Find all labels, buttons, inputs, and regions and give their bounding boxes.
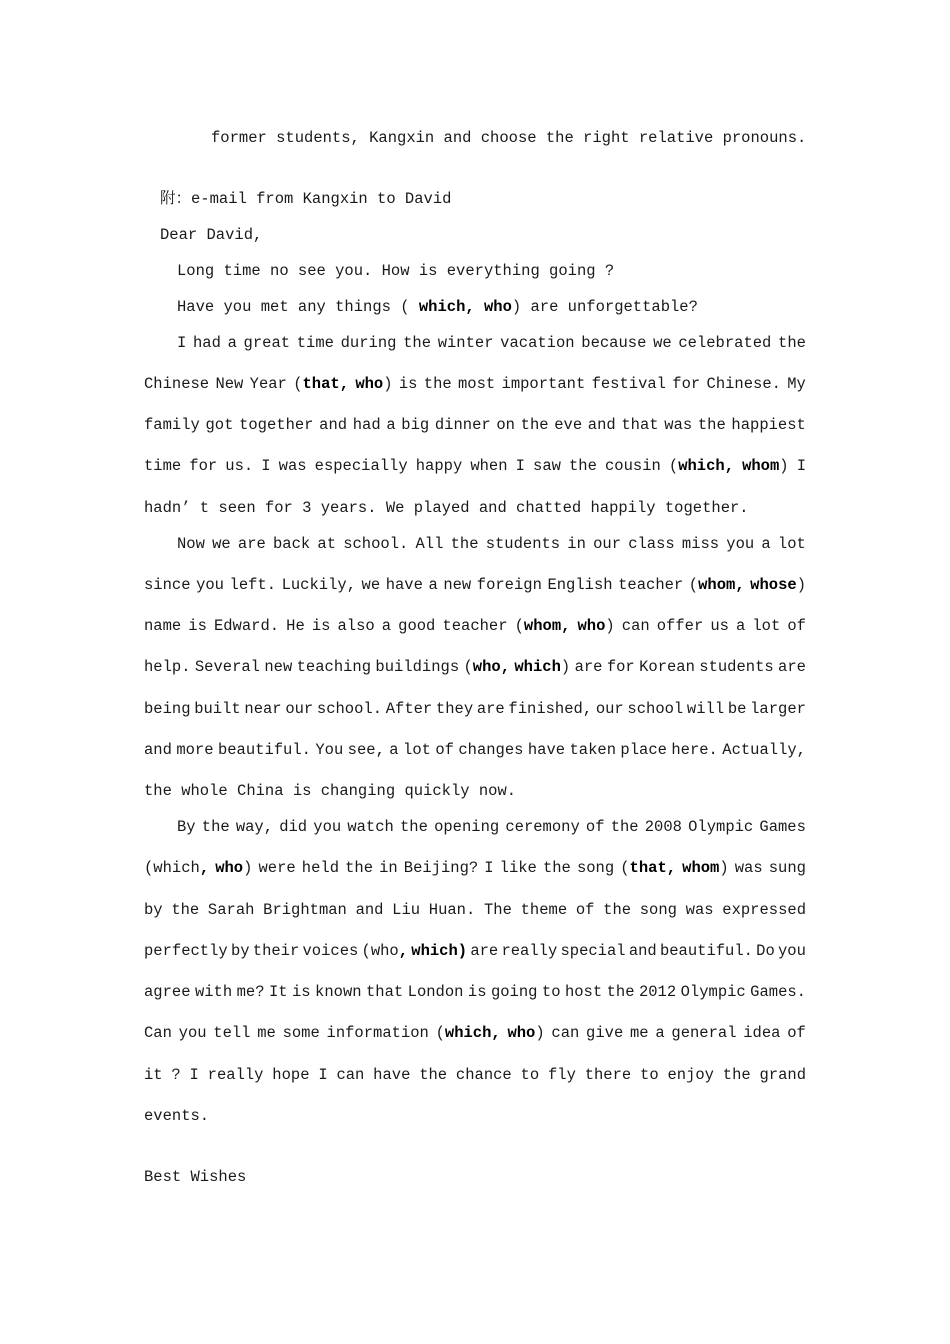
pronoun-choice: that, (629, 859, 677, 877)
word: is (292, 983, 311, 1001)
word: whom) (742, 457, 789, 475)
word: a (736, 617, 746, 635)
word: to (520, 1066, 540, 1084)
word: Beijing? (403, 859, 479, 877)
word: going (490, 983, 538, 1001)
word: I (189, 1066, 199, 1084)
word: beautiful. (659, 942, 753, 960)
body-line (144, 699, 806, 719)
word: finished, (508, 700, 593, 718)
word: back (272, 535, 311, 553)
word: is (398, 375, 418, 393)
word: whose) (750, 576, 806, 594)
word: there (584, 1066, 632, 1084)
word: the (171, 901, 200, 919)
word: Chinese. (706, 375, 781, 393)
word: family (144, 416, 200, 434)
word: and (319, 416, 348, 434)
word: you (196, 576, 224, 594)
word: Huan. (428, 901, 476, 919)
word: Chinese (144, 375, 210, 393)
word: Sarah (207, 901, 255, 919)
word: by (230, 942, 250, 960)
word: agree (144, 983, 191, 1001)
word: who) (577, 617, 615, 635)
word: Several (194, 658, 260, 676)
word: (which, (435, 1024, 501, 1042)
word: a (428, 576, 438, 594)
word: larger (750, 700, 806, 718)
word: students (485, 535, 561, 553)
word: Year (249, 375, 287, 393)
body-line (144, 1106, 209, 1126)
body-line (144, 740, 806, 760)
word: together (239, 416, 314, 434)
word: lot (752, 617, 781, 635)
pronoun-choice: who (507, 1024, 536, 1042)
word: London (407, 983, 464, 1001)
word: me (257, 1024, 276, 1042)
word: opening (434, 818, 500, 836)
word: voices (302, 942, 359, 960)
word: saw (533, 457, 561, 475)
word: more (176, 741, 214, 759)
word: the (419, 1066, 448, 1084)
pronoun-choice: which) (411, 942, 468, 960)
body-line (144, 982, 806, 1002)
word: ceremony (505, 818, 580, 836)
word: taken (569, 741, 617, 759)
pronoun-choice: who (355, 375, 384, 393)
pronoun-choice: whose (750, 576, 797, 594)
word: our (593, 535, 621, 553)
word: who) (507, 1024, 545, 1042)
paragraph-greeting: Long time no see you. How is everything going ? (177, 262, 615, 280)
word: we (653, 334, 672, 352)
body-line (144, 374, 806, 394)
word: you (726, 535, 755, 553)
word: are (470, 942, 499, 960)
word: give (586, 1024, 624, 1042)
word: the (603, 901, 632, 919)
word: time (144, 457, 182, 475)
word: most (458, 375, 496, 393)
word: enjoy (667, 1066, 714, 1084)
word: the (400, 818, 428, 836)
word: grand (759, 1066, 806, 1084)
text-segment: the whole China is changing quickly now. (144, 782, 517, 800)
word: especially (314, 457, 408, 475)
word: The (484, 901, 512, 919)
word: did (279, 818, 308, 836)
word: school. (343, 535, 409, 553)
word: My (787, 375, 806, 393)
word: of (787, 1024, 806, 1042)
word: I (318, 1066, 328, 1084)
word: tell (213, 1024, 251, 1042)
word: Olympic (680, 983, 746, 1001)
text-segment: events. (144, 1107, 210, 1125)
word: winter (437, 334, 494, 352)
word: host (564, 983, 603, 1001)
word: Korean (639, 658, 695, 676)
word: for (189, 457, 218, 475)
pronoun-choice: which, (678, 457, 734, 475)
word: big (401, 416, 430, 434)
word: I (796, 457, 806, 475)
word: will (686, 700, 725, 718)
word: a (389, 741, 399, 759)
pronoun-choice: whom, (523, 617, 571, 635)
word: students (699, 658, 774, 676)
word: got (205, 416, 234, 434)
word: perfectly (144, 942, 228, 960)
word: teacher (442, 617, 508, 635)
word: since (144, 576, 191, 594)
word: way, (235, 818, 274, 836)
word: of (575, 901, 595, 919)
word: be (727, 700, 747, 718)
word: because (581, 334, 647, 352)
pronoun-choice: which, (444, 1024, 501, 1042)
word: (which, (668, 457, 734, 475)
word: I (177, 334, 187, 352)
word: He (286, 617, 305, 635)
word: is (467, 983, 487, 1001)
word: a (381, 617, 392, 635)
word: ? (171, 1066, 181, 1084)
word: special (560, 942, 626, 960)
word: which) (514, 658, 571, 676)
word: it (144, 1066, 163, 1084)
word: have (527, 741, 566, 759)
word: when (470, 457, 508, 475)
word: and (144, 741, 172, 759)
word: I (484, 859, 494, 877)
body-line (144, 941, 806, 961)
word: that (366, 983, 404, 1001)
word: After (385, 700, 433, 718)
word: was (734, 859, 763, 877)
word: the (722, 1066, 751, 1084)
word: important (501, 375, 586, 393)
word: by (144, 901, 163, 919)
text-segment: hadn’ t seen for 3 years. We played and chatted happily together. (144, 499, 749, 517)
word: like (499, 859, 537, 877)
word: foreign (476, 576, 542, 594)
word: information (326, 1024, 429, 1042)
word: that (621, 416, 659, 434)
word: me (630, 1024, 649, 1042)
word: (that, (293, 375, 350, 393)
question-text-before: Have you met any things ( (177, 298, 410, 316)
closing: Best Wishes (144, 1168, 247, 1186)
word: for (606, 658, 635, 676)
word: who) (355, 375, 393, 393)
word: you (778, 942, 806, 960)
word: for (672, 375, 701, 393)
body-line (177, 333, 806, 353)
word: known (315, 983, 362, 1001)
word: you (313, 818, 342, 836)
word: Brightman (263, 901, 347, 919)
body-line (144, 616, 806, 636)
word: during (340, 334, 397, 352)
question-text-after: ) are unforgettable? (511, 298, 698, 316)
word: Games (759, 818, 806, 836)
word: happy (415, 457, 463, 475)
word: By (177, 818, 196, 836)
word: fly (547, 1066, 576, 1084)
word: Games. (750, 983, 806, 1001)
word: theme (520, 901, 568, 919)
word: at (317, 535, 336, 553)
intro-line: former students, Kangxin and choose the right relative pronouns. (211, 129, 807, 147)
body-line (144, 575, 806, 595)
word: had (352, 416, 381, 434)
body-line (177, 817, 806, 837)
word: eve (554, 416, 583, 434)
word: in (379, 859, 398, 877)
word: was (664, 416, 693, 434)
word: chance (455, 1066, 512, 1084)
body-line (144, 1065, 806, 1085)
body-line (144, 498, 749, 518)
word: I (515, 457, 525, 475)
word: can (336, 1066, 365, 1084)
pronoun-choice: who, (472, 658, 511, 676)
word: English (547, 576, 613, 594)
pronoun-choice: whom, (698, 576, 745, 594)
word: see, (347, 741, 385, 759)
word: Actually, (722, 741, 806, 759)
word: (whom, (514, 617, 571, 635)
word: a (386, 416, 396, 434)
word: song (576, 859, 615, 877)
word: left. (229, 576, 277, 594)
word: the (778, 334, 806, 352)
body-line (144, 415, 806, 435)
body-line (144, 657, 806, 677)
body-line (177, 534, 806, 554)
body-line (144, 781, 516, 801)
body-line (144, 1023, 806, 1043)
word: to (541, 983, 561, 1001)
word: festival (591, 375, 666, 393)
word: 2012 (638, 983, 677, 1001)
word: It (268, 983, 288, 1001)
word: (who, (463, 658, 511, 676)
word: sung (768, 859, 806, 877)
pronoun-choice: whom (682, 859, 720, 877)
word: You (315, 741, 344, 759)
word: a (227, 334, 237, 352)
word: can (551, 1024, 580, 1042)
word: song (639, 901, 677, 919)
word: new (443, 576, 472, 594)
word: a (761, 535, 771, 553)
word: All (415, 535, 444, 553)
word: is (311, 617, 331, 635)
salutation: Dear David, (160, 226, 263, 244)
word: the (610, 818, 639, 836)
word: was (685, 901, 714, 919)
word: lot (777, 535, 806, 553)
word: I (261, 457, 271, 475)
word: new (264, 658, 293, 676)
word: here. (671, 741, 718, 759)
body-line (144, 456, 806, 476)
word: changes (458, 741, 524, 759)
word: is (188, 617, 207, 635)
word: Liu (392, 901, 421, 919)
word: New (215, 375, 244, 393)
word: school. (316, 700, 383, 718)
word: really (207, 1066, 264, 1084)
body-line (144, 900, 806, 920)
word: idea (743, 1024, 781, 1042)
word: our (595, 700, 624, 718)
word: are (778, 658, 806, 676)
word: us. (225, 457, 254, 475)
word: happiest (731, 416, 806, 434)
word: name (144, 617, 182, 635)
word: us (710, 617, 729, 635)
word: and (628, 942, 657, 960)
word: in (567, 535, 586, 553)
word: Now (177, 535, 205, 553)
word: general (671, 1024, 737, 1042)
word: we (212, 535, 231, 553)
word: the (542, 859, 571, 877)
word: the (569, 457, 597, 475)
word: place (620, 741, 667, 759)
word: we (361, 576, 381, 594)
word: (that, (620, 859, 677, 877)
word: the (201, 818, 230, 836)
word: beautiful. (217, 741, 311, 759)
word: had (192, 334, 221, 352)
word: the (403, 334, 432, 352)
word: expressed (722, 901, 806, 919)
word: being (144, 700, 191, 718)
word: good (398, 617, 436, 635)
word: who) (215, 859, 253, 877)
word: can (621, 617, 650, 635)
word: also (337, 617, 375, 635)
word: whom) (682, 859, 729, 877)
word: built (194, 700, 241, 718)
body-line (144, 858, 806, 878)
word: were (258, 859, 296, 877)
word: Can (144, 1024, 172, 1042)
word: are (476, 700, 505, 718)
word: teacher (618, 576, 684, 594)
word: teaching (296, 658, 372, 676)
word: the (697, 416, 726, 434)
word: held (301, 859, 340, 877)
word: and (355, 901, 384, 919)
word: help. (144, 658, 191, 676)
word: Edward. (213, 617, 280, 635)
paragraph-question (177, 297, 698, 317)
word: Olympic (688, 818, 754, 836)
word: was (278, 457, 307, 475)
word: really (501, 942, 558, 960)
word: the (345, 859, 373, 877)
word: on (496, 416, 515, 434)
word: offer (656, 617, 704, 635)
word: near (244, 700, 282, 718)
word: have (373, 1066, 411, 1084)
word: the (606, 983, 635, 1001)
word: hope (272, 1066, 310, 1084)
word: Do (756, 942, 775, 960)
word: the (520, 416, 549, 434)
word: miss (681, 535, 720, 553)
word: they (435, 700, 474, 718)
word: some (282, 1024, 320, 1042)
word: buildings (375, 658, 460, 676)
word: Luckily, (281, 576, 356, 594)
word: to (640, 1066, 659, 1084)
word: me? (236, 983, 265, 1001)
word (411, 941, 467, 961)
word: school (627, 700, 684, 718)
pronoun-choice: who (215, 859, 244, 877)
pronoun-choice: whom (742, 457, 780, 475)
word: (whom, (688, 576, 745, 594)
word: of (787, 617, 806, 635)
word: watch (347, 818, 394, 836)
pronoun-choice: , (398, 942, 409, 960)
word: of (435, 741, 454, 759)
pronoun-choice: which (514, 658, 561, 676)
word: are (237, 535, 266, 553)
pronoun-choice: who (577, 617, 606, 635)
word: their (252, 942, 300, 960)
word: of (585, 818, 605, 836)
word: time (296, 334, 334, 352)
word: (which, (144, 859, 210, 877)
word: cousin (604, 457, 661, 475)
word: great (243, 334, 291, 352)
pronoun-choice: , (199, 859, 210, 877)
word: the (450, 535, 479, 553)
word: dinner (434, 416, 491, 434)
word: lot (403, 741, 431, 759)
word: (who, (361, 942, 409, 960)
word: vacation (500, 334, 575, 352)
attachment-label: 附：e-mail from Kangxin to David (160, 190, 452, 208)
word: are (574, 658, 603, 676)
word: have (385, 576, 423, 594)
pronoun-choice: which, who (418, 298, 512, 316)
word: you (178, 1024, 207, 1042)
word: and (587, 416, 616, 434)
word: the (423, 375, 452, 393)
word: our (285, 700, 314, 718)
word: 2008 (644, 818, 682, 836)
word: with (194, 983, 233, 1001)
pronoun-choice: that, (302, 375, 350, 393)
word: celebrated (678, 334, 772, 352)
word: a (655, 1024, 665, 1042)
word: class (628, 535, 675, 553)
